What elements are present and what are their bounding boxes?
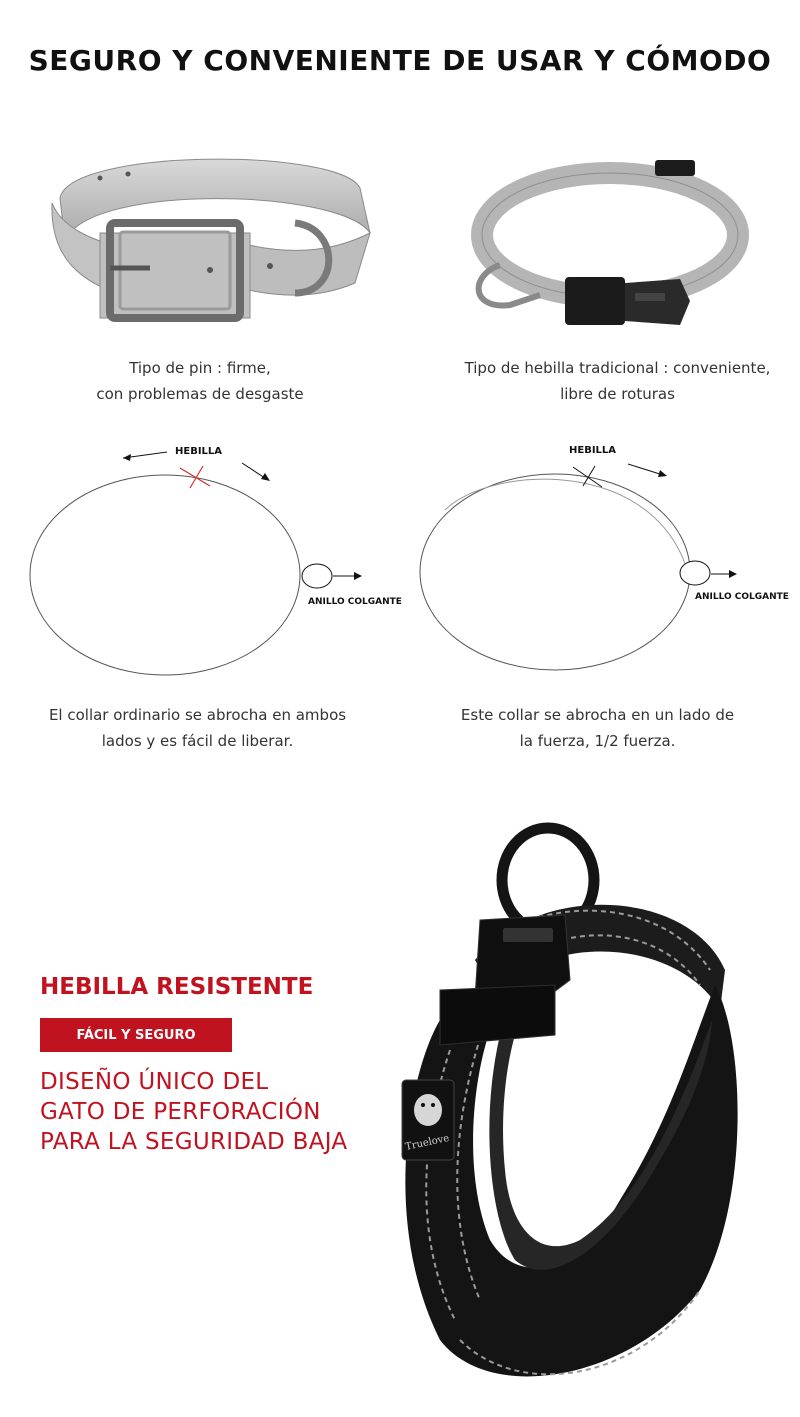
feature-line-1: DISEÑO ÚNICO DEL <box>40 1069 269 1095</box>
one-side-caption-line2: la fuerza, 1/2 fuerza. <box>519 732 676 750</box>
arrow-right-icon <box>658 470 667 477</box>
one-side-collar-caption <box>430 702 765 754</box>
one-side-collar-diagram <box>410 430 800 680</box>
pin-caption-line1: Tipo de pin : firme, <box>129 359 271 377</box>
feature-line-2: GATO DE PERFORACIÓN <box>40 1099 321 1125</box>
cross-mark-icon <box>180 468 210 486</box>
one-side-caption-line1: Este collar se abrocha en un lado de <box>460 706 735 724</box>
pin-caption-line2: con problemas de desgaste <box>96 385 304 403</box>
page-title: SEGURO Y CONVENIENTE DE USAR Y CÓMODO <box>28 44 772 77</box>
ordinary-collar-diagram <box>20 430 420 680</box>
buckle-collar-caption <box>440 355 795 407</box>
buckle-caption-line1: Tipo de hebilla tradicional : conveniente, <box>464 359 771 377</box>
ordinary-caption-line2: lados y es fácil de liberar. <box>101 732 294 750</box>
ring-icon <box>680 561 710 585</box>
ordinary-collar-caption <box>30 702 365 754</box>
buckle-caption-line2: libre de roturas <box>560 385 675 403</box>
ordinary-caption-line1: El collar ordinario se abrocha en ambos <box>48 706 347 724</box>
arrow-right-icon <box>261 473 270 481</box>
pin-collar-caption <box>40 355 360 407</box>
pin-collar-image <box>40 148 380 333</box>
diagram-buckle-label-right: HEBILLA <box>569 445 617 456</box>
diagram-ring-label-right: ANILLO COLGANTE <box>695 592 789 602</box>
dog-logo-icon <box>414 1094 442 1126</box>
buckle-collar-image <box>465 155 755 335</box>
feature-title: HEBILLA RESISTENTE <box>40 974 314 1000</box>
brand-label: Truelove <box>404 1132 451 1153</box>
black-collar-image <box>380 820 750 1410</box>
feature-line-3: PARA LA SEGURIDAD BAJA <box>40 1129 348 1155</box>
diagram-buckle-label-left: HEBILLA <box>175 446 223 457</box>
feature-badge: FÁCIL Y SEGURO <box>40 1018 232 1052</box>
diagram-ring-label-left: ANILLO COLGANTE <box>308 597 402 607</box>
arrow-left-icon <box>123 454 131 461</box>
ring-icon <box>302 564 332 588</box>
